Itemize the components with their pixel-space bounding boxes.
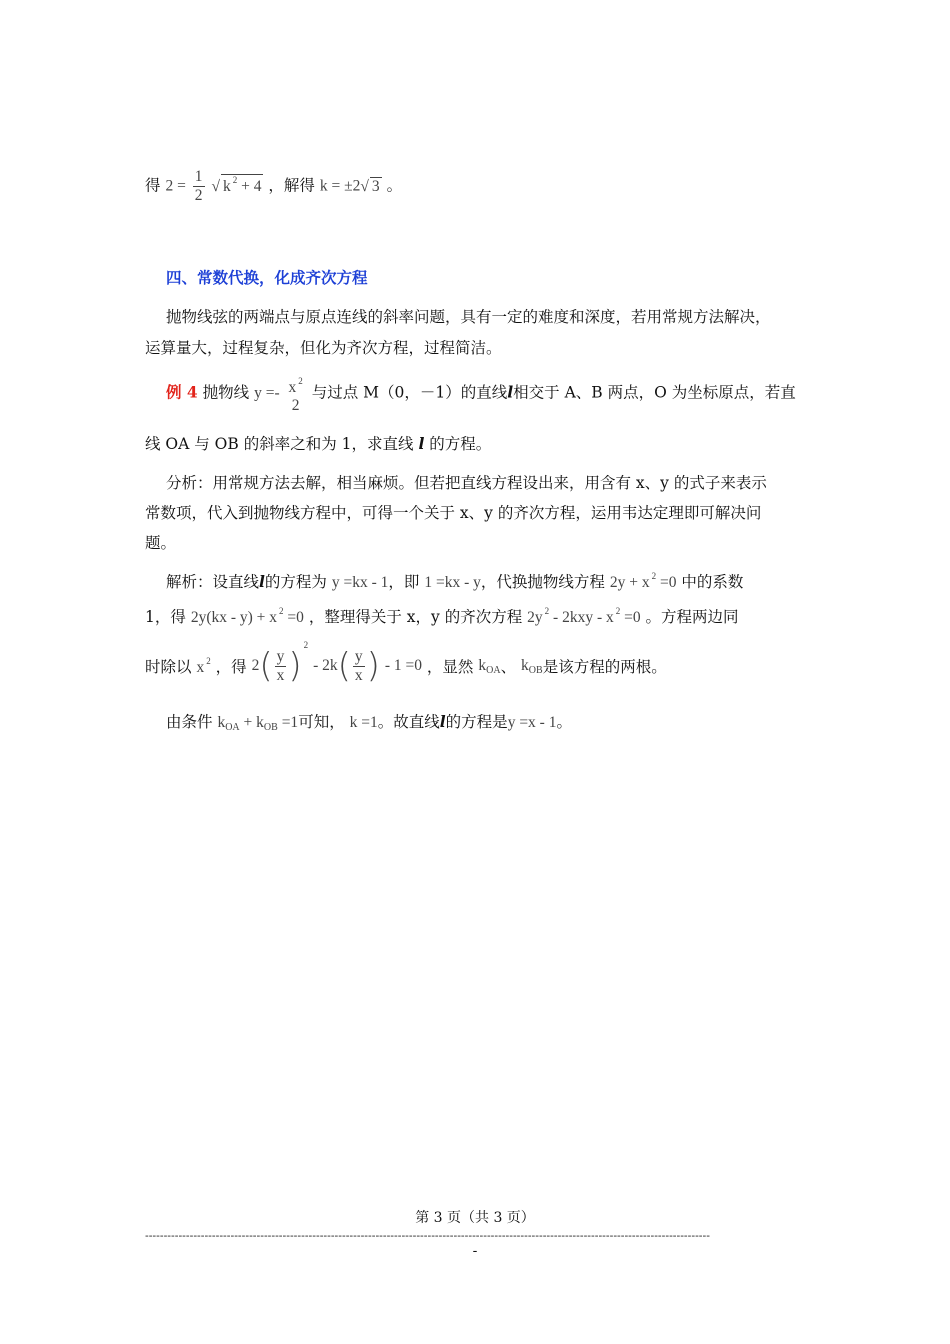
frac-numerator: x $^2$	[288, 376, 303, 396]
intro-line-2: 运算量大，过程复杂，但化为齐次方程，过程简洁。	[145, 339, 502, 357]
radicand-3: 3	[371, 177, 380, 195]
text: ，即	[388, 573, 420, 591]
example-label: 例 4	[166, 382, 198, 402]
solution-line-3	[145, 640, 667, 685]
text: 可知，	[298, 713, 345, 731]
eq: y =x - 1	[507, 714, 557, 731]
example-line-2	[145, 432, 491, 454]
eq-substituted: 2y(kx - y) + x $^2$ =0	[190, 606, 304, 626]
analysis-line-2: 常数项，代入到抛物线方程中，可得一个关于 x、y 的齐次方程，运用韦达定理即可解决问	[145, 504, 762, 522]
text-jiede: ，解得	[268, 176, 315, 195]
solution-line-4	[166, 710, 572, 733]
fraction-y-over-x: $\frac{y}{x}$	[276, 647, 285, 684]
eq-lhs: 2 =	[165, 177, 186, 195]
analysis-line-1: 分析：用常规方法去解，相当麻烦。但若把直线方程设出来，用含有 x、y 的式子来表示	[166, 474, 767, 492]
eq: 1 =kx - y	[424, 574, 481, 591]
text: 。方程两边同	[645, 608, 739, 626]
coef: 2	[251, 657, 260, 674]
text: 的方程为	[264, 573, 327, 591]
frac-denominator: 2	[291, 397, 300, 414]
radicand-rest: + 4	[237, 177, 262, 195]
footer-divider: --------------------------------------------------------------------------------------------------------------------------------------------------------	[145, 1229, 710, 1242]
exponent: 2	[232, 174, 238, 185]
text: 。故直线	[377, 713, 440, 731]
variable-l: l	[439, 712, 446, 731]
right-paren: )	[288, 646, 302, 686]
text: 。	[556, 713, 572, 731]
text: ，代换抛物线方程	[480, 573, 605, 591]
footer-trail: -	[472, 1243, 478, 1259]
eq-homogeneous: 2y $^2$ - 2kxy - x $^2$ =0	[527, 606, 641, 626]
variable-l: l	[259, 572, 265, 591]
frac-numerator: 1	[194, 168, 203, 185]
analysis-line-3: 题。	[145, 534, 177, 552]
text: 、	[500, 658, 517, 676]
text: 1，得	[145, 608, 186, 626]
eq-parabola: 2y + x $^2$ =0	[609, 571, 677, 591]
example-line-1	[166, 372, 796, 415]
k-ob: $k_{OB}$	[521, 656, 543, 676]
left-paren: (	[337, 646, 351, 686]
text: 相交于 A、B 两点，O 为坐标原点，若直	[513, 383, 796, 402]
period: 。	[386, 176, 403, 195]
eq-sum: $k_{OA} + k_{OB} =1$	[217, 714, 299, 733]
page-number: 第 3 页（共 3 页）	[415, 1210, 535, 1226]
fraction-y-over-x: $\frac{y}{x}$	[354, 647, 363, 684]
radicand-k: k	[222, 177, 231, 195]
text: ，显然	[426, 658, 474, 676]
text: ，得	[215, 658, 247, 676]
eq-term: - 1 =0	[384, 657, 422, 674]
sqrt-3: √ 3	[360, 177, 380, 195]
text: 的方程。	[429, 435, 492, 453]
solution-line-1	[166, 570, 743, 592]
x-squared: x $^2$	[196, 655, 211, 676]
text: 解析：设直线	[166, 573, 260, 591]
text: 是该方程的两根。	[542, 658, 667, 676]
text: 由条件	[166, 713, 213, 731]
eq: y =kx - 1	[331, 574, 389, 591]
text: 线 OA 与 OB 的斜率之和为 1，求直线	[145, 435, 414, 453]
right-paren: )	[366, 646, 380, 686]
eq: k =1	[349, 714, 378, 731]
solution-line-2	[145, 605, 739, 627]
fraction-half	[193, 168, 205, 205]
eq-lhs: y =-	[254, 384, 280, 402]
left-paren: (	[259, 646, 273, 686]
text: 抛物线	[202, 383, 250, 402]
text: 与过点 M（0，－1）的直线	[311, 383, 508, 402]
variable-l: l	[418, 434, 425, 453]
variable-l: l	[507, 382, 514, 402]
frac-denominator: 2	[194, 187, 203, 204]
fraction-x2-over-2	[287, 372, 305, 415]
eq-result: k = ±2	[319, 177, 361, 195]
intro-line-1: 抛物线弦的两端点与原点连线的斜率问题，具有一定的难度和深度，若用常规方法解决，	[166, 308, 771, 326]
text: 的方程是	[445, 713, 508, 731]
text: 时除以	[145, 658, 192, 676]
equation-line-result	[145, 168, 402, 205]
section-heading: 四、常数代换，化成齐次方程	[166, 268, 368, 287]
exponent: 2	[303, 640, 309, 650]
sqrt-expression: √ k $^2$ + 4	[211, 174, 262, 195]
text-de: 得	[145, 176, 161, 195]
k-oa: $k_{OA}$	[478, 656, 501, 676]
text: ，整理得关于 x，y 的齐次方程	[308, 608, 523, 626]
eq-term: - 2k	[313, 657, 338, 674]
text: 中的系数	[681, 573, 744, 591]
